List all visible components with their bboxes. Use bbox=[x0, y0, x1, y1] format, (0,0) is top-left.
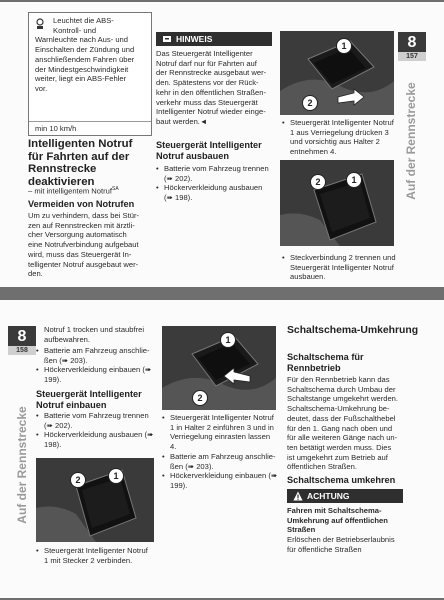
text-line: Notruf 1 trocken und staubfrei bbox=[44, 325, 145, 334]
text-line: ist umgekehrt zum Betrieb auf bbox=[287, 452, 388, 462]
achtung-text: Erlöschen der Betriebserlaubnis für öffentliche Straßen bbox=[287, 535, 395, 554]
text-line: baut werden.◄ bbox=[156, 116, 208, 126]
text-line: Schaltschema durch Umbau der bbox=[287, 384, 396, 394]
text-line: deutet, dass der Fußschalthebel bbox=[287, 413, 396, 423]
warning-triangle-icon bbox=[293, 491, 303, 501]
text-line: aufbewahren. bbox=[44, 334, 91, 344]
manual-page-157 bbox=[0, 2, 444, 287]
chapter-tab bbox=[398, 32, 426, 61]
abs-line: vor. bbox=[35, 83, 48, 93]
text-line: öffentlichen Straßen. bbox=[287, 462, 357, 472]
right-list-1 bbox=[282, 118, 396, 157]
callout-2: 2 bbox=[192, 390, 208, 406]
text-line: der Rennstrecke ausgebaut wer- bbox=[156, 68, 267, 78]
heading-ausbauen: Steuergerät Intelligenter Notruf ausbauen bbox=[156, 140, 262, 161]
text-line: telligenter Notruf ausgebaut wer- bbox=[28, 259, 139, 269]
text-line: Um zu verhindern, dass bei Stür- bbox=[28, 211, 139, 220]
abs-line: Kontroll- und bbox=[53, 25, 97, 35]
list-item: • Batterie am Fahrzeug anschlie-ßen (➠ 203). bbox=[162, 452, 278, 471]
hand-book-icon bbox=[162, 34, 172, 44]
list-item: • Batterie am Fahrzeug anschlie-ßen (➠ 203). bbox=[36, 346, 154, 365]
mid-list bbox=[162, 413, 278, 491]
heading-rennbetrieb: Schaltschema für Rennbetrieb bbox=[287, 352, 364, 373]
text-line: verkehr muss das Steuergerät bbox=[156, 97, 258, 107]
hinweis-box bbox=[156, 32, 272, 127]
abs-line: der Mindestgeschwindigkeit bbox=[35, 64, 129, 74]
heading-umkehren: Schaltschema umkehren bbox=[287, 475, 396, 485]
side-chapter-title: Auf der Rennstrecke bbox=[15, 406, 29, 524]
callout-2: 2 bbox=[70, 472, 86, 488]
abs-line: anschließendem Fahren über bbox=[35, 54, 135, 64]
list-item: • Steuergerät Intelligenter Notruf 1 aus Verriegelung drücken 3 und vorsichtig aus Halter 2 entnehmen 4. bbox=[282, 118, 396, 157]
abs-line: Leuchtet die ABS- bbox=[53, 16, 114, 25]
with-notruf-text: – mit intelligentem Notruf bbox=[28, 186, 112, 196]
text-line: Schaltschema-Umkehrung be- bbox=[287, 404, 390, 414]
callout-1: 1 bbox=[346, 172, 362, 188]
hinweis-bar bbox=[156, 32, 272, 46]
side-chapter-title: Auf der Rennstrecke bbox=[404, 82, 418, 200]
connector-install-image bbox=[36, 458, 154, 542]
list-item: • Höckerverkleidung einbauen (➠ 199). bbox=[162, 471, 278, 490]
heading-vermeiden: Vermeiden von Notrufen bbox=[28, 199, 135, 209]
right-list-2 bbox=[282, 253, 396, 282]
list-item: • Batterie vom Fahrzeug trennen (➠ 202). bbox=[36, 411, 156, 430]
abs-line: Warnleuchte nach Aus- und bbox=[35, 35, 129, 45]
list-item: • Batterie vom Fahrzeug trennen (➠ 202). bbox=[156, 164, 272, 183]
achtung-heading: Fahren mit Schaltschema-Umkehrung auf öffentlichen Straßen bbox=[287, 506, 388, 535]
abs-speed: min 10 km/h bbox=[29, 121, 151, 134]
list-item: • Steuergerät Intelligenter Notruf 1 in Halter 2 einführen 3 und in Verriegelung einrasten lassen 4. bbox=[162, 413, 278, 452]
text-line: für den 1. Gang nach oben und bbox=[287, 423, 393, 433]
callout-1: 1 bbox=[336, 38, 352, 54]
achtung-title: ACHTUNG bbox=[307, 491, 350, 501]
page-number: 157 bbox=[398, 52, 426, 61]
image-caption-list bbox=[36, 546, 154, 565]
text-line: Schaltstange umgekehrt werden. bbox=[287, 394, 399, 404]
list-item: • Steuergerät Intelligenter Notruf 1 mit Stecker 2 verbinden. bbox=[36, 546, 154, 565]
callout-2: 2 bbox=[302, 95, 318, 111]
callout-1: 1 bbox=[220, 332, 236, 348]
text-line: Das Steuergerät Intelligenter bbox=[156, 49, 253, 58]
list-item: • Steckverbindung 2 trennen und Steuergerät Intelligenter Notruf ausbauen. bbox=[282, 253, 396, 282]
text-line: wird, muss das Steuergerät In- bbox=[28, 249, 132, 259]
heading-schaltschema: Schaltschema-Umkehrung bbox=[287, 325, 419, 336]
callout-1: 1 bbox=[108, 468, 124, 484]
heading-notruf-deaktivieren: Intelligenten Notruf für Fahrten auf der Rennstrecke deaktivieren bbox=[28, 138, 133, 188]
text-line: für alle weiteren Gänge nach un- bbox=[287, 433, 398, 443]
abs-text bbox=[35, 16, 149, 94]
chapter-tab bbox=[8, 326, 36, 355]
left-list bbox=[36, 346, 154, 385]
left-intro bbox=[44, 325, 160, 344]
einbauen-list bbox=[36, 411, 156, 450]
text-line: cher Versorgung automatisch bbox=[28, 230, 127, 240]
hinweis-title: HINWEIS bbox=[176, 34, 213, 44]
list-item: • Höckerverkleidung ausbauen (➠ 198). bbox=[36, 430, 156, 449]
abs-line: weiter, liegt ein ABS-Fehler bbox=[35, 74, 127, 84]
text-line: kehr in den öffentlichen Straßen- bbox=[156, 87, 267, 97]
achtung-bar bbox=[287, 489, 403, 503]
text-line: ten betätigt werden muss. Dies bbox=[287, 442, 392, 452]
text-line: den. bbox=[28, 269, 43, 279]
text-line: den. Spätestens vor der Rück- bbox=[156, 78, 259, 88]
sa-superscript: SA bbox=[112, 186, 119, 192]
list-item: • Höckerverkleidung einbauen (➠ 199). bbox=[36, 365, 154, 384]
with-notruf-label bbox=[28, 185, 150, 196]
list-item: • Höckerverkleidung ausbauen (➠ 198). bbox=[156, 183, 272, 202]
heading-einbauen: Steuergerät Intelligenter Notruf einbauen bbox=[36, 389, 142, 410]
ausbauen-list bbox=[156, 164, 272, 203]
connector-image bbox=[280, 160, 394, 246]
text-line: eine Notrufverbindung aufgebaut bbox=[28, 240, 139, 250]
text-line: Notruf darf nur für Fahrten auf bbox=[156, 58, 257, 68]
text-line: Für den Rennbetrieb kann das bbox=[287, 375, 390, 384]
chapter-number: 8 bbox=[407, 34, 417, 51]
text-line: zen auf Rennstrecken mit ärztli- bbox=[28, 220, 135, 230]
vermeiden-text bbox=[28, 211, 152, 279]
abs-line: Einschalten der Zündung und bbox=[35, 45, 135, 55]
text-line: Intelligenter Notruf wieder einge- bbox=[156, 107, 266, 117]
abs-warning-box bbox=[28, 12, 152, 136]
chapter-number: 8 bbox=[17, 328, 27, 345]
manual-page-158 bbox=[0, 300, 444, 598]
callout-2: 2 bbox=[310, 174, 326, 190]
page-number: 158 bbox=[8, 346, 36, 355]
ecu-removal-image bbox=[280, 31, 394, 115]
rennbetrieb-text bbox=[287, 375, 407, 472]
achtung-box bbox=[287, 489, 403, 555]
hinweis-text bbox=[156, 49, 272, 127]
ecu-install-image bbox=[162, 326, 276, 410]
